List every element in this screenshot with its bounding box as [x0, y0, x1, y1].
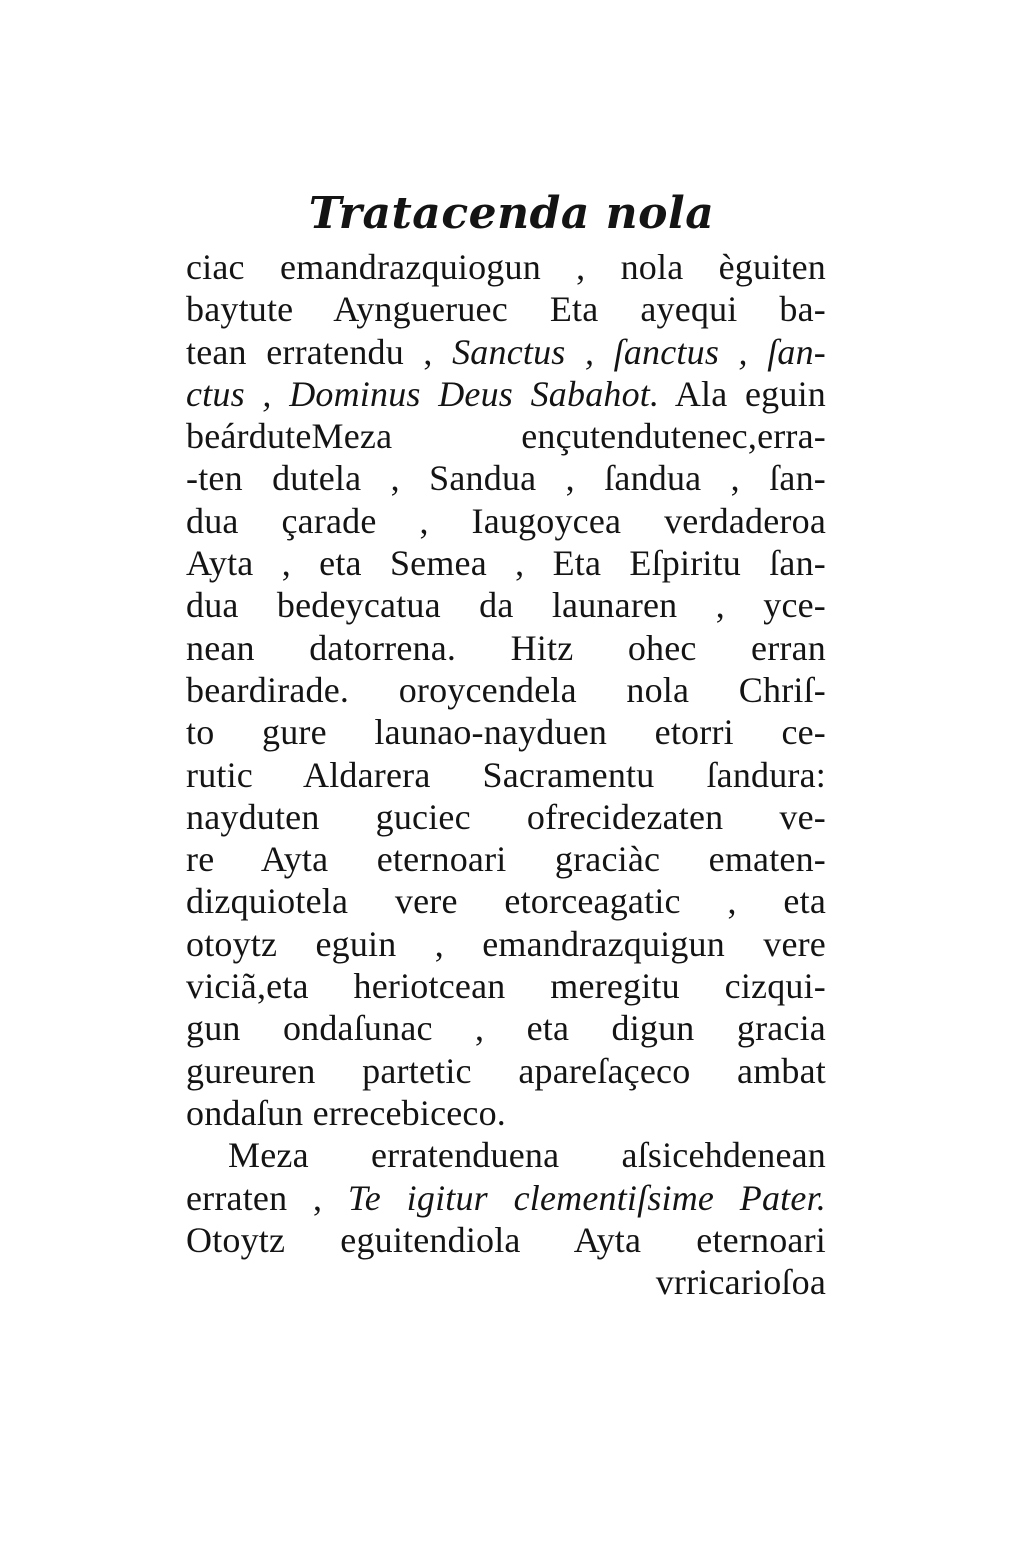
- text-run: erraten ,: [186, 1177, 348, 1218]
- text-run: tean erratendu ,: [186, 331, 453, 372]
- text-line: [186, 1050, 826, 1092]
- text-run: dua bedeycatua da launaren , yce-: [186, 585, 826, 626]
- text-run: beardirade. oroycendela nola Chriſ-: [186, 669, 826, 710]
- text-line: [186, 754, 826, 796]
- text-line: [186, 627, 826, 669]
- italic-run: Te igitur clementiſsime Pater.: [347, 1177, 826, 1218]
- body-text: [186, 246, 826, 1303]
- text-line: [186, 584, 826, 626]
- text-line: [186, 1177, 826, 1219]
- italic-run: Sanctus , ſanctus , ſan-: [452, 331, 826, 372]
- text-line: [186, 415, 826, 457]
- text-line: [186, 838, 826, 880]
- text-run: Ayta , eta Semea , Eta Eſpiritu ſan-: [186, 543, 826, 584]
- text-run: rutic Aldarera Sacramentu ſandura:: [186, 754, 826, 795]
- text-run: ondaſun errecebiceco.: [186, 1092, 507, 1133]
- text-line: [186, 923, 826, 965]
- text-run: dizquiotela vere etorceagatic , eta: [186, 881, 826, 922]
- text-run: ciac emandrazquiogun , nola èguiten: [186, 247, 826, 287]
- text-line: [186, 542, 826, 584]
- italic-run: ctus , Dominus Deus Sabahot.: [186, 373, 660, 414]
- text-line: [186, 1134, 826, 1176]
- text-run: viciã,eta heriotcean meregitu cizqui-: [186, 966, 826, 1007]
- text-line: [186, 1219, 826, 1261]
- text-run: Ala eguin: [659, 373, 826, 414]
- text-line: [186, 500, 826, 542]
- text-line: [186, 711, 826, 753]
- text-line: [186, 965, 826, 1007]
- text-line: [186, 373, 826, 415]
- text-line: [186, 457, 826, 499]
- catchword: [186, 1261, 826, 1303]
- text-run: dua çarade , Iaugoycea verdaderoa: [186, 500, 826, 541]
- text-line: [186, 1007, 826, 1049]
- text-run: gureuren partetic apareſaçeco ambat: [186, 1050, 826, 1091]
- text-line: [186, 1092, 826, 1134]
- text-run: beárduteMeza ençutendutenec,erra-: [186, 416, 826, 457]
- text-line: [186, 331, 826, 373]
- text-run: vrricarioſoa: [655, 1262, 826, 1303]
- text-run: -ten dutela , Sandua , ſandua , ſan-: [186, 458, 826, 499]
- text-run: otoytz eguin , emandrazquigun vere: [186, 923, 826, 964]
- running-head: Tratacenda nola: [308, 188, 715, 239]
- text-run: re Ayta eternoari graciàc ematen-: [186, 839, 826, 880]
- text-run: nean datorrena. Hitz ohec erran: [186, 627, 826, 668]
- text-run: to gure launao-nayduen etorri ce-: [186, 712, 826, 753]
- text-run: Otoytz eguitendiola Ayta eternoari: [186, 1219, 826, 1260]
- text-line: [186, 669, 826, 711]
- text-run: baytute Ayngueruec Eta ayequi ba-: [186, 289, 826, 330]
- text-run: nayduten guciec ofrecidezaten ve-: [186, 796, 826, 837]
- text-line: [186, 880, 826, 922]
- text-run: Meza erratenduena aſsicehdenean: [228, 1135, 826, 1176]
- text-run: gun ondaſunac , eta digun gracia: [186, 1008, 826, 1049]
- text-line: [186, 246, 826, 288]
- text-line: [186, 288, 826, 330]
- text-line: [186, 796, 826, 838]
